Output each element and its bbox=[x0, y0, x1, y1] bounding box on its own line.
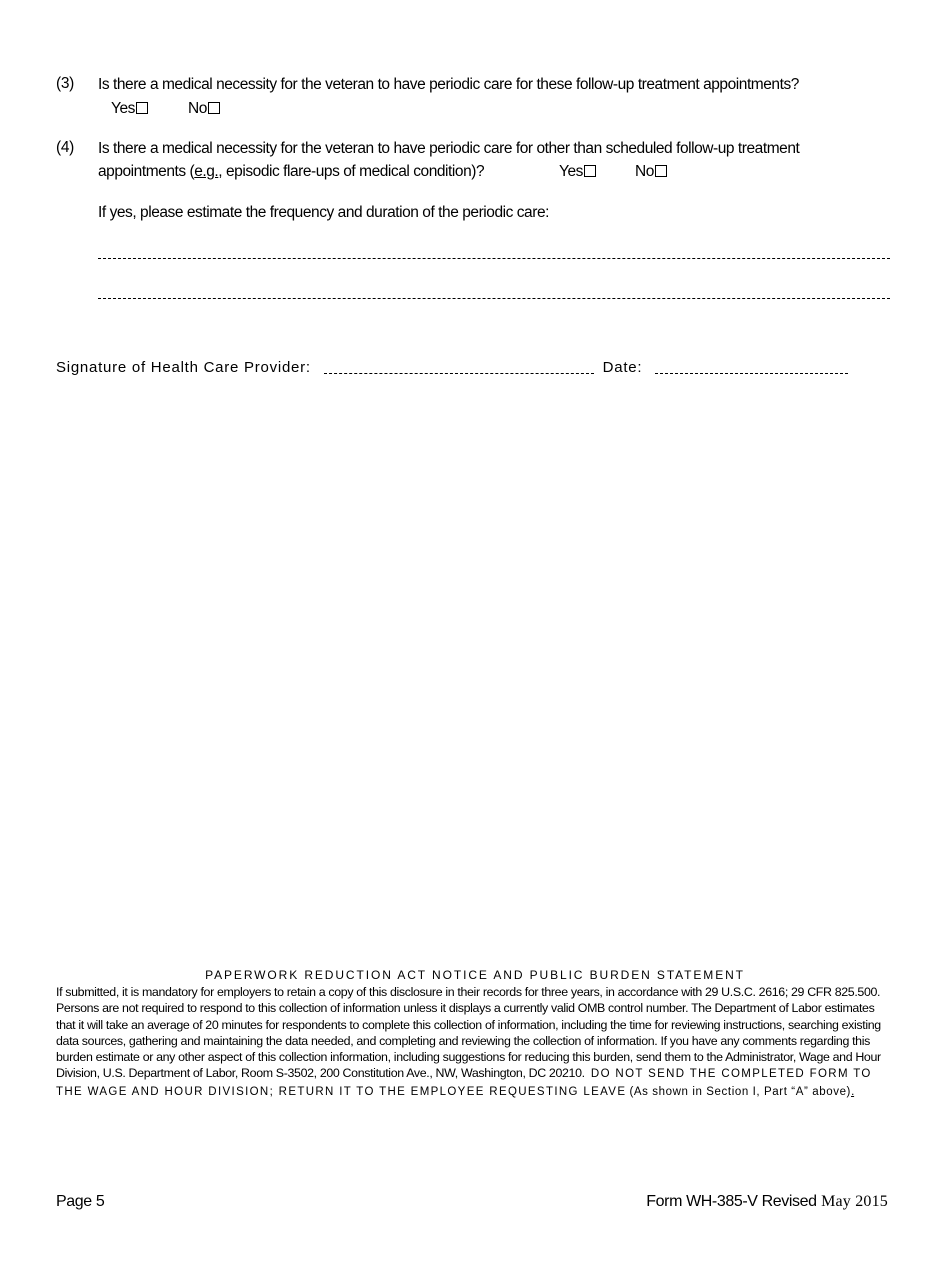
signature-label: Signature of Health Care Provider: bbox=[56, 359, 311, 376]
form-id bbox=[646, 1193, 888, 1211]
pra-body-text: If submitted, it is mandatory for employers to retain a copy of this disclosure in their records for three years, in accordance with 29 U.S.C. 2616; 29 CFR 825.500. Persons are not required to respond to this collection of information unless it displays a currently valid OMB control number. The Department of Labor estimates that it will take an average of 20 minutes for respondents to complete this collection of information, including the time for reviewing instructions, searching existing data sources, gathering and maintaining the data needed, and completing and reviewing the collection of information. If you have any comments regarding this burden estimate or any other aspect of this collection information, including suggestions for reducing this burden, send them to the Administrator, Wage and Hour Division, U.S. Department of Labor, Room S-3502, 200 Constitution Ave., NW, Washington, DC 20210. bbox=[56, 985, 881, 1081]
date-field[interactable] bbox=[655, 373, 848, 374]
q4-followup-prompt: If yes, please estimate the frequency and duration of the periodic care: bbox=[98, 204, 549, 221]
periodic-care-answer-line-2[interactable] bbox=[98, 298, 890, 299]
q3-yes-label: Yes bbox=[111, 100, 135, 117]
q3-yes-checkbox[interactable] bbox=[136, 102, 148, 114]
signature-row bbox=[56, 359, 848, 376]
eg-abbrev: e.g. bbox=[194, 163, 219, 180]
q4-question-line1: Is there a medical necessity for the veteran to have periodic care for other than scheduled follow-up treatment bbox=[98, 140, 800, 157]
q4-question-line2: appointments (e.g., episodic flare-ups of medical condition)? bbox=[98, 163, 485, 180]
pra-section-ref: (As shown in Section I, Part “A” above) bbox=[629, 1085, 851, 1098]
q3-no-label: No bbox=[188, 100, 207, 117]
date-label: Date: bbox=[602, 359, 643, 376]
q3-question: Is there a medical necessity for the veteran to have periodic care for these follow-up treatment appointments? bbox=[98, 76, 799, 93]
q4-no-checkbox[interactable] bbox=[655, 165, 667, 177]
periodic-care-answer-line-1[interactable] bbox=[98, 258, 890, 259]
form-number: Form WH-385-V Revised bbox=[646, 1193, 817, 1210]
q4-number: (4) bbox=[56, 139, 75, 156]
pra-title: PAPERWORK REDUCTION ACT NOTICE AND PUBLIC BURDEN STATEMENT bbox=[205, 968, 745, 982]
q4-yes-option[interactable] bbox=[559, 160, 596, 183]
page-number: Page 5 bbox=[56, 1193, 105, 1210]
pra-body bbox=[56, 984, 894, 1100]
q3-yes-option[interactable] bbox=[111, 97, 148, 120]
q4-yes-checkbox[interactable] bbox=[584, 165, 596, 177]
q3-no-checkbox[interactable] bbox=[208, 102, 220, 114]
q4-yes-label: Yes bbox=[559, 163, 583, 180]
revision-date: May 2015 bbox=[821, 1193, 888, 1210]
q3-no-option[interactable] bbox=[188, 97, 220, 120]
pra-period: . bbox=[851, 1083, 855, 1098]
q3-number: (3) bbox=[56, 75, 75, 92]
signature-field[interactable] bbox=[324, 373, 594, 374]
q4-no-option[interactable] bbox=[635, 160, 667, 183]
q4-no-label: No bbox=[635, 163, 654, 180]
pra-caps-instruction: DO NOT SEND THE COMPLETED FORM TO THE WAGE AND HOUR DIVISION; RETURN IT TO THE EMPLOYEE REQUESTING LEAVE bbox=[56, 1068, 872, 1098]
